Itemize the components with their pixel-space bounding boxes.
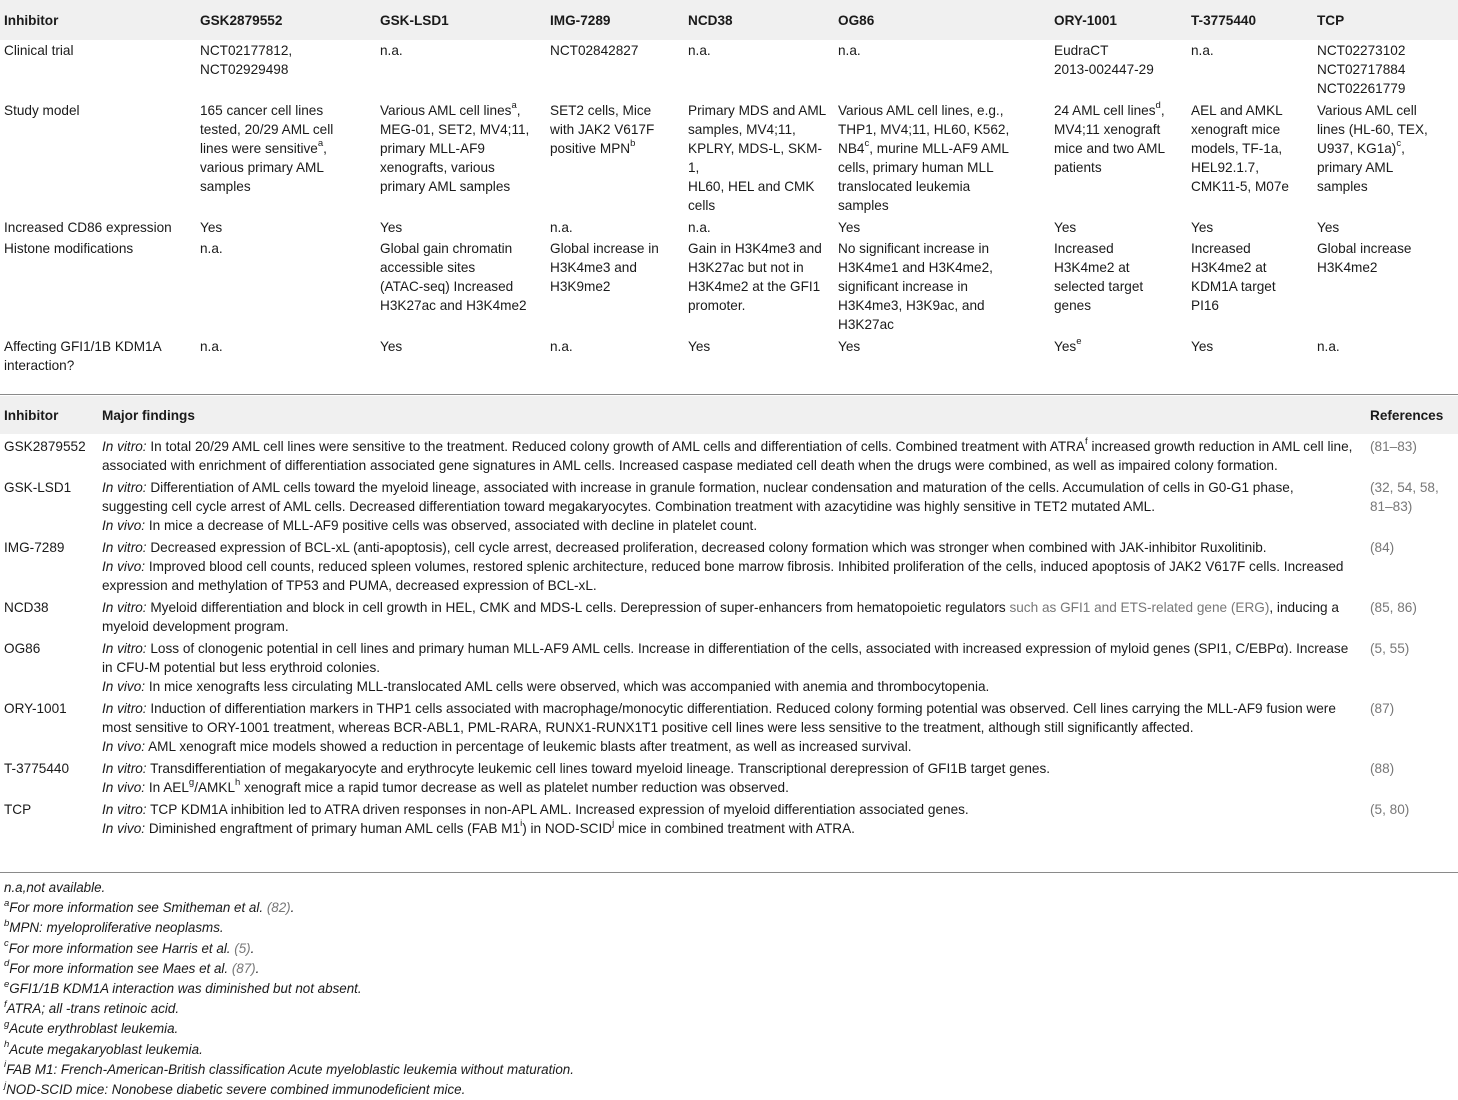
inhibitor-name: TCP <box>4 802 32 817</box>
table-row <box>0 238 1458 336</box>
table-cell: Global increase in H3K4me3 and H3K9me2 <box>550 241 659 294</box>
table-row <box>0 696 1458 756</box>
table-row <box>0 434 1458 475</box>
table-row <box>0 475 1458 535</box>
table-cell: n.a. <box>550 339 573 354</box>
table-row <box>0 756 1458 797</box>
column-header-major-findings: Major findings <box>102 407 195 423</box>
footnote: $^d$For more information see Maes et al. (87). <box>4 958 260 976</box>
finding: In vitro: Differentiation of AML cells toward the myeloid lineage, associated with increase in granule formation, nuclear condensation and maturation of the cells. Accumulation of cells in G0-G1 phase, suggesting cell cycle arrest of AML cells. Decreased differentiation toward megakaryocytes. Combination treatment with azacytidine was highly sensitive in TET2 mutated AML. <box>102 480 1294 514</box>
column-header-t-3775440: T-3775440 <box>1191 12 1257 28</box>
major-findings-cell <box>98 434 1366 475</box>
major-findings-cell <box>98 475 1366 535</box>
footnote-marker: b <box>630 138 636 150</box>
table-row <box>0 797 1458 838</box>
finding: In vivo: Diminished engraftment of primary human AML cells (FAB M1$^i$) in NOD-SCID$^j$ mice in combined treatment with ATRA. <box>102 818 855 836</box>
major-findings-cell <box>98 797 1366 838</box>
finding-type: In vitro: <box>102 802 147 817</box>
footnote-marker: g <box>4 1018 10 1030</box>
footnote-marker: g <box>188 777 195 789</box>
table-cell: n.a. <box>688 43 711 58</box>
row-label: Increased CD86 expression <box>4 220 172 235</box>
column-header-tcp: TCP <box>1317 12 1345 28</box>
finding: In vivo: In mice a decrease of MLL-AF9 positive cells was observed, associated with decline in platelet count. <box>102 518 758 533</box>
footnote-marker: a <box>511 100 517 112</box>
reference-link[interactable]: (88) <box>1370 761 1395 776</box>
table-row <box>0 336 1458 375</box>
inhibitor-name: GSK-LSD1 <box>4 480 72 495</box>
reference-link[interactable]: (5) <box>234 940 251 956</box>
finding-type: In vivo: <box>102 739 146 754</box>
footnote-marker: d <box>1155 100 1161 112</box>
major-findings-cell <box>98 756 1366 797</box>
footnote-marker: j <box>612 818 615 830</box>
table-cell: Yes <box>688 339 711 354</box>
footnote-marker: a <box>4 897 10 909</box>
column-header-og86: OG86 <box>838 12 875 28</box>
reference-link[interactable]: (85, 86) <box>1370 600 1417 615</box>
table-cell: Various AML cell lines$^a$, MEG-01, SET2, MV4;11, primary MLL-AF9 xenografts, various primary AML samples <box>380 100 530 194</box>
finding-type: In vivo: <box>102 518 146 533</box>
table-cell: n.a. <box>838 43 861 58</box>
table2-header-row <box>0 396 1458 434</box>
inhibitor-name: IMG-7289 <box>4 540 65 555</box>
inhibitor-name: NCD38 <box>4 600 49 615</box>
table-cell: n.a. <box>550 220 573 235</box>
row-label: Histone modifications <box>4 241 134 256</box>
finding: In vitro: In total 20/29 AML cell lines were sensitive to the treatment. Reduced colony growth of AML cells and differentiation of cells. Combined treatment with ATRA$^f$ increased growth reduction in AML cell line, associated with enrichment of differentiation associated gene signatures in AML cells. Increased caspase mediated cell death when the drugs were combined, as well as impaired colony formation. <box>102 436 1353 473</box>
column-header-gsk2879552: GSK2879552 <box>200 12 283 28</box>
column-header-ory-1001: ORY-1001 <box>1054 12 1117 28</box>
references-cell <box>1366 756 1458 797</box>
footnote: $^i$FAB M1: French-American-British classification Acute myeloblastic leukemia without maturation. <box>4 1059 574 1077</box>
footnote-marker: c <box>864 138 870 150</box>
table-row <box>0 217 1458 238</box>
footnote-marker: b <box>4 917 10 929</box>
finding-type: In vitro: <box>102 540 147 555</box>
table-cell: Yes$^e$ <box>1054 336 1082 354</box>
table-cell: Yes <box>380 220 403 235</box>
footnote: $^f$ATRA; all -trans retinoic acid. <box>4 998 180 1017</box>
footnote-marker: c <box>4 938 9 950</box>
footnotes <box>4 878 1444 1100</box>
footnote-marker: c <box>1396 138 1402 150</box>
footnote-marker: f <box>4 998 7 1010</box>
major-findings-cell <box>98 636 1366 696</box>
table-row <box>0 40 1458 100</box>
reference-link[interactable]: (87) <box>231 960 256 976</box>
finding: In vivo: In AEL$^g$/AMKL$^h$ xenograft mice a rapid tumor decrease as well as platelet number reduction was observed. <box>102 777 789 795</box>
table-cell: n.a. <box>1317 339 1340 354</box>
finding: In vitro: Myeloid differentiation and block in cell growth in HEL, CMK and MDS-L cells. Derepression of super-enhancers from hematopoietic regulators such as GFI1 and ETS-related gene (ERG), inducing a myeloid development program. <box>102 600 1339 634</box>
table-cell: Increased H3K4me2 at KDM1A target PI16 <box>1191 241 1276 313</box>
table-cell: n.a. <box>688 220 711 235</box>
footnote: $^j$NOD-SCID mice: Nonobese diabetic severe combined immunodeficient mice. <box>4 1079 466 1098</box>
reference-link[interactable]: (5, 80) <box>1370 802 1410 817</box>
column-header-inhibitor: Inhibitor <box>4 407 59 423</box>
table-cell: SET2 cells, Mice with JAK2 V617F positive MPN$^b$ <box>550 103 655 156</box>
footnote-marker: d <box>4 958 10 970</box>
table-cell: Gain in H3K4me3 and H3K27ac but not in H3K4me2 at the GFI1 promoter. <box>688 241 822 313</box>
table-cell: 165 cancer cell lines tested, 20/29 AML cell lines were sensitive$^a$, various primary AML samples <box>200 103 334 194</box>
table-cell: NCT02177812, NCT02929498 <box>200 43 293 77</box>
inhibitor-name: GSK2879552 <box>4 439 86 454</box>
footnote: $^h$Acute megakaryoblast leukemia. <box>4 1039 203 1057</box>
footnote: $^a$For more information see Smitheman et al. (82). <box>4 897 295 916</box>
reference-link[interactable]: (82) <box>266 900 291 916</box>
reference-link[interactable]: (87) <box>1370 701 1395 716</box>
table-cell: n.a. <box>200 241 223 256</box>
table-cell: AEL and AMKL xenograft mice models, TF-1a, HEL92.1.7, CMK11-5, M07e <box>1191 103 1289 194</box>
footnote: n.a,not available. <box>4 880 106 895</box>
row-label: Study model <box>4 103 80 118</box>
references-cell <box>1366 475 1458 535</box>
finding: In vivo: AML xenograft mice models showed a reduction in percentage of leukemic blasts after treatment, as well as increased survival. <box>102 739 912 754</box>
references-cell <box>1366 797 1458 838</box>
footnote: $^e$GFI1/1B KDM1A interaction was diminished but not absent. <box>4 978 362 997</box>
references-cell <box>1366 595 1458 636</box>
column-header-img-7289: IMG-7289 <box>550 12 611 28</box>
footnote-marker: i <box>520 818 523 830</box>
table-cell: 24 AML cell lines$^d$, MV4;11 xenograft mice and two AML patients <box>1054 100 1166 175</box>
table-cell: n.a. <box>380 43 403 58</box>
table-cell: Increased H3K4me2 at selected target genes <box>1054 241 1144 313</box>
reference-link[interactable]: (5, 55) <box>1370 641 1410 656</box>
footnote-marker: e <box>4 978 10 990</box>
finding-type: In vitro: <box>102 439 147 454</box>
finding-type: In vitro: <box>102 701 147 716</box>
finding-type: In vitro: <box>102 641 147 656</box>
major-findings-cell <box>98 696 1366 756</box>
table-cell: NCT02273102 NCT02717884 NCT02261779 <box>1317 43 1406 96</box>
table-bottom-rule <box>0 872 1458 873</box>
inhibitor-name: T-3775440 <box>4 761 70 776</box>
table-cell: Yes <box>1191 220 1214 235</box>
major-findings-table <box>0 396 1458 838</box>
footnote: $^c$For more information see Harris et al. (5). <box>4 938 255 956</box>
footnote: $^g$Acute erythroblast leukemia. <box>4 1018 179 1037</box>
major-findings-cell <box>98 595 1366 636</box>
finding: In vitro: Transdifferentiation of megakaryocyte and erythrocyte leukemic cell lines toward myeloid lineage. Transcriptional derepression of GFI1B target genes. <box>102 761 1051 776</box>
table-cell: Yes <box>1191 339 1214 354</box>
column-header-inhibitor: Inhibitor <box>4 12 59 28</box>
reference-link[interactable]: such as GFI1 and ETS-related gene (ERG) <box>1009 600 1270 615</box>
footnote-marker: j <box>4 1079 7 1091</box>
finding-type: In vitro: <box>102 600 147 615</box>
finding: In vitro: Loss of clonogenic potential in cell lines and primary human MLL-AF9 AML cells. Increase in differentiation of the cells, associated with increased expression of myloid genes (SPI1, C/EBPα). Increase in CFU-M potential but less erythroid colonies. <box>102 641 1349 675</box>
row-label: Clinical trial <box>4 43 74 58</box>
footnote-marker: a <box>317 138 324 150</box>
table-row <box>0 535 1458 595</box>
references-cell <box>1366 696 1458 756</box>
table-row <box>0 636 1458 696</box>
reference-link[interactable]: (81–83) <box>1370 439 1417 454</box>
inhibitor-characteristics-table <box>0 0 1458 375</box>
row-label: Affecting GFI1/1B KDM1A interaction? <box>4 339 161 373</box>
table-cell: Yes <box>200 220 223 235</box>
table-cell: n.a. <box>200 339 223 354</box>
footnote-marker: i <box>4 1059 7 1071</box>
references-cell <box>1366 535 1458 595</box>
inhibitor-name: ORY-1001 <box>4 701 67 716</box>
footnote: $^b$MPN: myeloproliferative neoplasms. <box>4 917 224 936</box>
table-cell: Global gain chromatin accessible sites (ATAC-seq) Increased H3K27ac and H3K4me2 <box>380 241 527 313</box>
inhibitor-name: OG86 <box>4 641 41 656</box>
table-cell: Yes <box>1317 220 1340 235</box>
finding-type: In vivo: <box>102 821 146 836</box>
table-cell: No significant increase in H3K4me1 and H3K4me2, significant increase in H3K4me3, H3K9ac, and H3K27ac <box>838 241 993 332</box>
footnote-marker: h <box>4 1039 10 1051</box>
table1-header-row <box>0 0 1458 40</box>
finding-type: In vivo: <box>102 559 146 574</box>
references-cell <box>1366 636 1458 696</box>
finding-type: In vitro: <box>102 480 147 495</box>
table-cell: EudraCT 2013-002447-29 <box>1054 43 1154 77</box>
finding: In vitro: TCP KDM1A inhibition led to ATRA driven responses in non-APL AML. Increased expression of myeloid differentiation associated genes. <box>102 802 969 817</box>
table-cell: Yes <box>838 220 861 235</box>
references-cell <box>1366 434 1458 475</box>
major-findings-cell <box>98 535 1366 595</box>
footnote-marker: f <box>1085 436 1088 448</box>
table-cell: n.a. <box>1191 43 1214 58</box>
footnote-marker: e <box>1076 336 1082 348</box>
finding: In vitro: Decreased expression of BCL-xL (anti-apoptosis), cell cycle arrest, decreased proliferation, decreased colony formation which was stronger when combined with JAK-inhibitor Ruxolitinib. <box>102 540 1267 555</box>
table-cell: Primary MDS and AML samples, MV4;11, KPLRY, MDS-L, SKM-1, HL60, HEL and CMK cells <box>688 103 827 213</box>
table-cell: Various AML cell lines (HL-60, TEX, U937, KG1a)$^c$, primary AML samples <box>1317 103 1428 194</box>
table-cell: Global increase H3K4me2 <box>1317 241 1412 275</box>
column-header-gsk-lsd1: GSK-LSD1 <box>380 12 449 28</box>
finding: In vitro: Induction of differentiation markers in THP1 cells associated with macrophage/monocytic differentiation. Reduced colony forming potential was observed. Cell lines carrying the MLL-AF9 fusion were most sensitive to ORY-1001 treatment, whereas BCR-ABL1, PML-RARA, RUNX1-RUNX1T1 positive cell lines were less sensitive to the treatment, although still significantly affected. <box>102 701 1336 735</box>
table-row <box>0 595 1458 636</box>
table-divider <box>0 394 1458 395</box>
table-cell: Yes <box>380 339 403 354</box>
column-header-references: References <box>1370 407 1444 423</box>
finding: In vivo: In mice xenografts less circulating MLL-translocated AML cells were observed, which was accompanied with anemia and thrombocytopenia. <box>102 679 990 694</box>
footnote-marker: h <box>235 777 241 789</box>
reference-link[interactable]: (32, 54, 58, 81–83) <box>1370 480 1439 514</box>
finding: In vivo: Improved blood cell counts, reduced spleen volumes, restored splenic architecture, reduced bone marrow fibrosis. Inhibited proliferation of the cells, induced apoptosis of JAK2 V617F cells. Increased expression and methylation of TP53 and PUMA, decreased expression of BCL-xL. <box>102 559 1344 593</box>
table-cell: Various AML cell lines, e.g., THP1, MV4;11, HL60, K562, NB4$^c$, murine MLL-AF9 AML cells, primary human MLL translocated leukemia samples <box>838 103 1010 213</box>
finding-type: In vivo: <box>102 679 146 694</box>
table-row <box>0 100 1458 217</box>
table-cell: Yes <box>1054 220 1077 235</box>
reference-link[interactable]: (84) <box>1370 540 1395 555</box>
table-cell: Yes <box>838 339 861 354</box>
table-cell: NCT02842827 <box>550 43 639 58</box>
column-header-ncd38: NCD38 <box>688 12 733 28</box>
finding-type: In vivo: <box>102 780 146 795</box>
finding-type: In vitro: <box>102 761 147 776</box>
